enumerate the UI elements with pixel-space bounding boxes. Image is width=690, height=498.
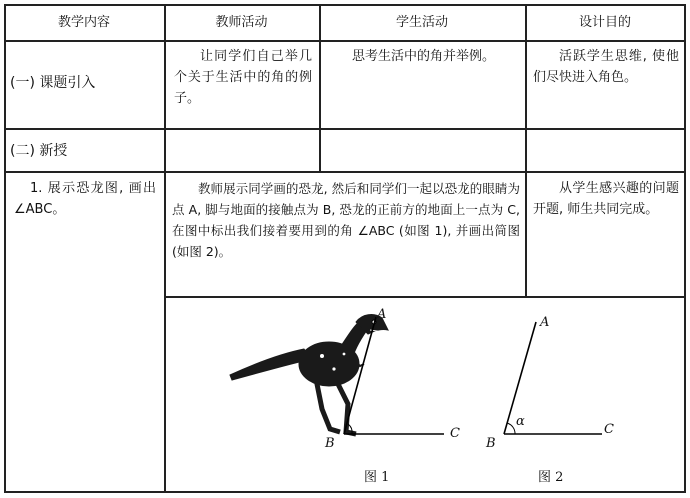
fig1-point-b: B [325, 436, 335, 451]
fig2-angle-arc [507, 423, 515, 434]
figures-drawing [4, 4, 686, 493]
fig1-caption: 图 1 [364, 470, 390, 485]
row1-student: 思考生活中的角并举例。 [352, 49, 496, 64]
fig2-point-c: C [604, 422, 614, 437]
lesson-plan-table [4, 4, 686, 493]
header-teacher: 教师活动 [215, 15, 268, 30]
fig1-point-c: C [450, 426, 460, 441]
row1-teacher: 让同学们自己举几个关于生活中的角的例子。 [174, 49, 312, 106]
header-purpose: 设计目的 [578, 15, 631, 30]
fig2-caption: 图 2 [538, 470, 564, 485]
row3-purpose: 从学生感兴趣的问题开题, 师生共同完成。 [533, 181, 679, 217]
row3-content: 1. 展示恐龙图, 画出∠ABC。 [14, 181, 156, 217]
row1-content: (一) 课题引入 [10, 75, 96, 91]
row3-teacher: 教师展示同学画的恐龙, 然后和同学们一起以恐龙的眼睛为点 A, 脚与地面的接触点为 B, 恐龙的正前方的地面上一点为 C, 在图中标出我们接着要用到的角 ∠ABC (如图 1), 并画出简图 (如图 2)。 [172, 181, 520, 259]
header-content: 教学内容 [57, 15, 110, 30]
fig2-point-b: B [486, 436, 496, 451]
fig1-point-a: A [377, 307, 387, 322]
row2-content: (二) 新授 [10, 143, 68, 159]
row1-purpose: 活跃学生思维, 使他们尽快进入角色。 [533, 49, 679, 85]
header-student: 学生活动 [395, 15, 448, 30]
dinosaur-illustration [230, 315, 388, 434]
fig2-point-a: A [540, 315, 550, 330]
fig2-angle-alpha: α [516, 414, 525, 429]
